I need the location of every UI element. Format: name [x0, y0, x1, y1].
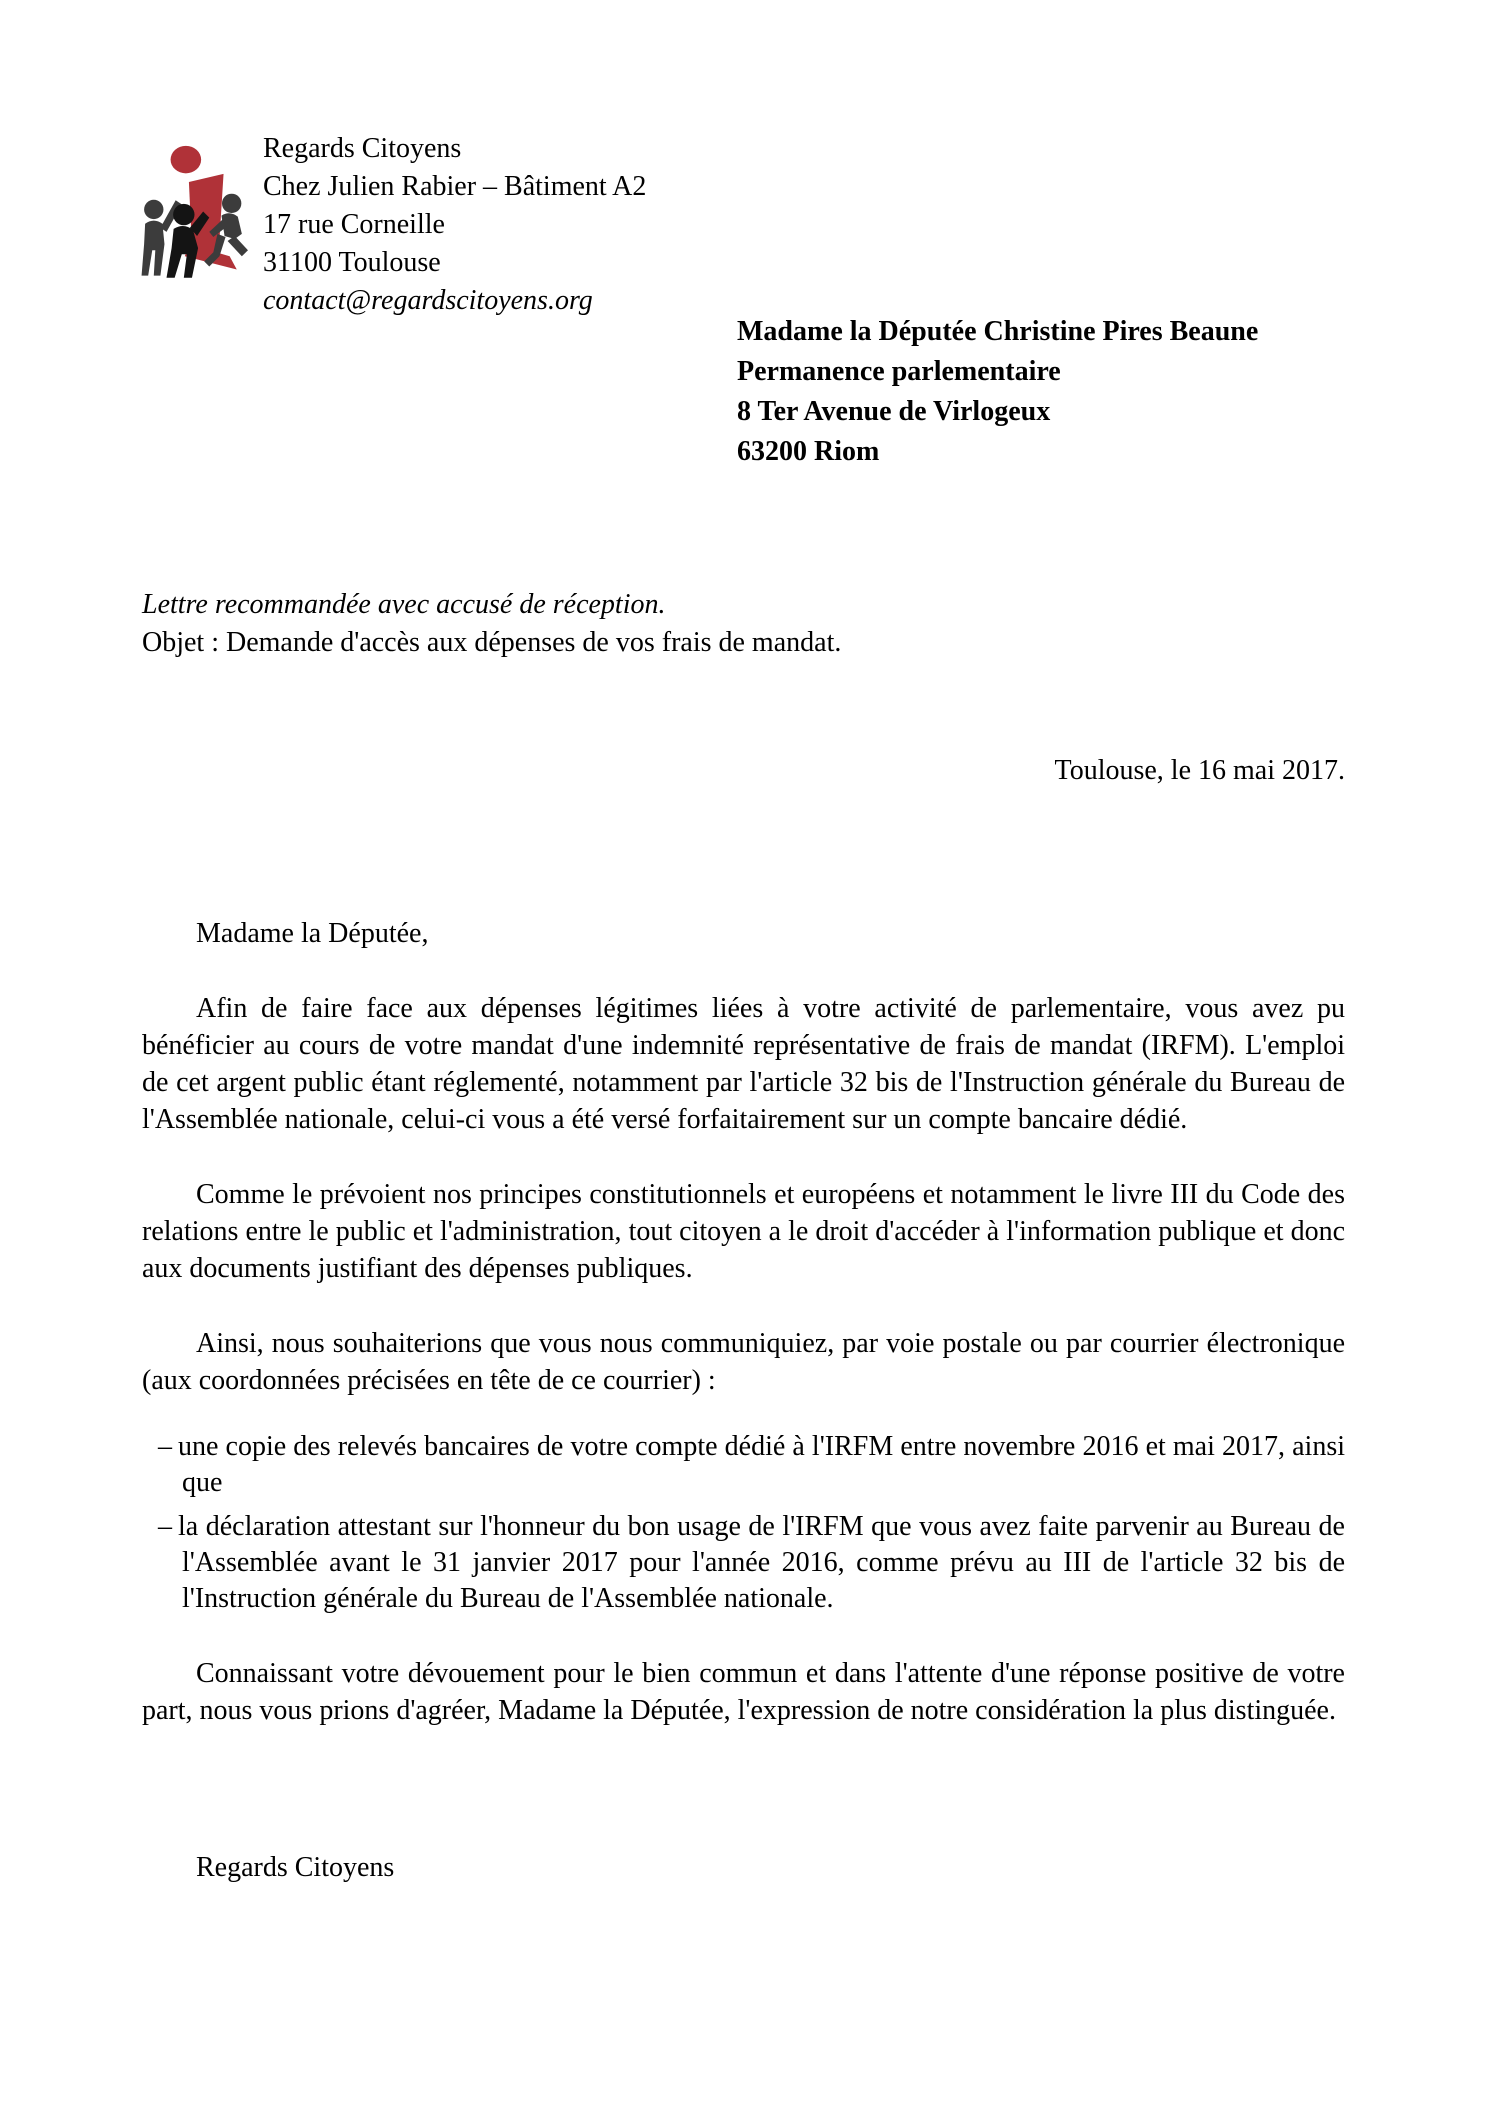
request-list-item [158, 1509, 1345, 1617]
letter-body [142, 915, 1345, 1886]
closing-paragraph: Connaissant votre dévouement pour le bien commun et dans l'attente d'une réponse positive de votre part, nous vous prions d'agréer, Madame la Députée, l'expression de notre considération la plus distinguée. [142, 1658, 1345, 1726]
sender-name: Regards Citoyens [263, 133, 462, 164]
sender-address-line: Chez Julien Rabier – Bâtiment A2 [263, 171, 647, 202]
recipient-name: Madame la Députée Christine Pires Beaune [737, 316, 1259, 347]
list-dash-marker: – [158, 1431, 172, 1462]
logo-person-left-body [142, 221, 165, 276]
logo-person-right-head [222, 194, 241, 213]
registered-mail-notice: Lettre recommandée avec accusé de réception. [142, 589, 666, 620]
request-list [142, 1429, 1345, 1617]
regards-citoyens-logo [138, 142, 250, 280]
body-paragraph: Comme le prévoient nos principes constitutionnels et européens et notamment le livre III du Code des relations entre le public et l'administration, tout citoyen a le droit d'accéder à l'information publique et donc aux documents justifiant des dépenses publiques. [142, 1179, 1345, 1284]
body-paragraph: Ainsi, nous souhaiterions que vous nous communiquiez, par voie postale ou par courrier électronique (aux coordonnées précisées en tête de ce courrier) : [142, 1328, 1345, 1396]
recipient-address-line: Permanence parlementaire [737, 356, 1061, 387]
sender-address-line: 31100 Toulouse [263, 247, 441, 278]
list-dash-marker: – [158, 1511, 172, 1542]
signature: Regards Citoyens [196, 1852, 395, 1883]
request-list-item [158, 1429, 1345, 1501]
recipient-address-line: 8 Ter Avenue de Virlogeux [737, 396, 1051, 427]
logo-i-dot [171, 146, 202, 173]
logo-person-middle-head [173, 204, 194, 225]
sender-address-block [263, 130, 646, 320]
body-paragraph: Afin de faire face aux dépenses légitimes liées à votre activité de parlementaire, vous avez pu bénéficier au cours de votre mandat d'une indemnité représentative de frais de mandat (IRFM). L'emploi de cet argent public étant réglementé, notamment par l'article 32 bis de l'Instruction générale du Bureau de l'Assemblée nationale, celui-ci vous a été versé forfaitairement sur un compte bancaire dédié. [142, 993, 1345, 1135]
logo-person-right-front-leg [228, 236, 248, 256]
regards-citoyens-logo-icon [138, 142, 250, 280]
sender-address-line: 17 rue Corneille [263, 209, 445, 240]
logo-person-left-head [144, 200, 163, 219]
sender-email: contact@regardscitoyens.org [263, 285, 593, 316]
request-list-item-text: la déclaration attestant sur l'honneur du bon usage de l'IRFM que vous avez faite parvenir au Bureau de l'Assemblée avant le 31 janvier 2017 pour l'année 2016, comme prévu au III de l'article 32 bis de l'Instruction générale du Bureau de l'Assemblée nationale. [178, 1511, 1345, 1614]
recipient-address-block [737, 312, 1258, 472]
reference-block [142, 586, 841, 662]
request-list-item-text: une copie des relevés bancaires de votre compte dédié à l'IRFM entre novembre 2016 et mai 2017, ainsi que [178, 1431, 1345, 1498]
date-line: Toulouse, le 16 mai 2017. [1054, 755, 1345, 786]
subject-line: Objet : Demande d'accès aux dépenses de vos frais de mandat. [142, 627, 842, 658]
recipient-address-line: 63200 Riom [737, 436, 880, 467]
salutation: Madame la Députée, [196, 918, 429, 949]
logo-person-middle-body [167, 226, 199, 278]
